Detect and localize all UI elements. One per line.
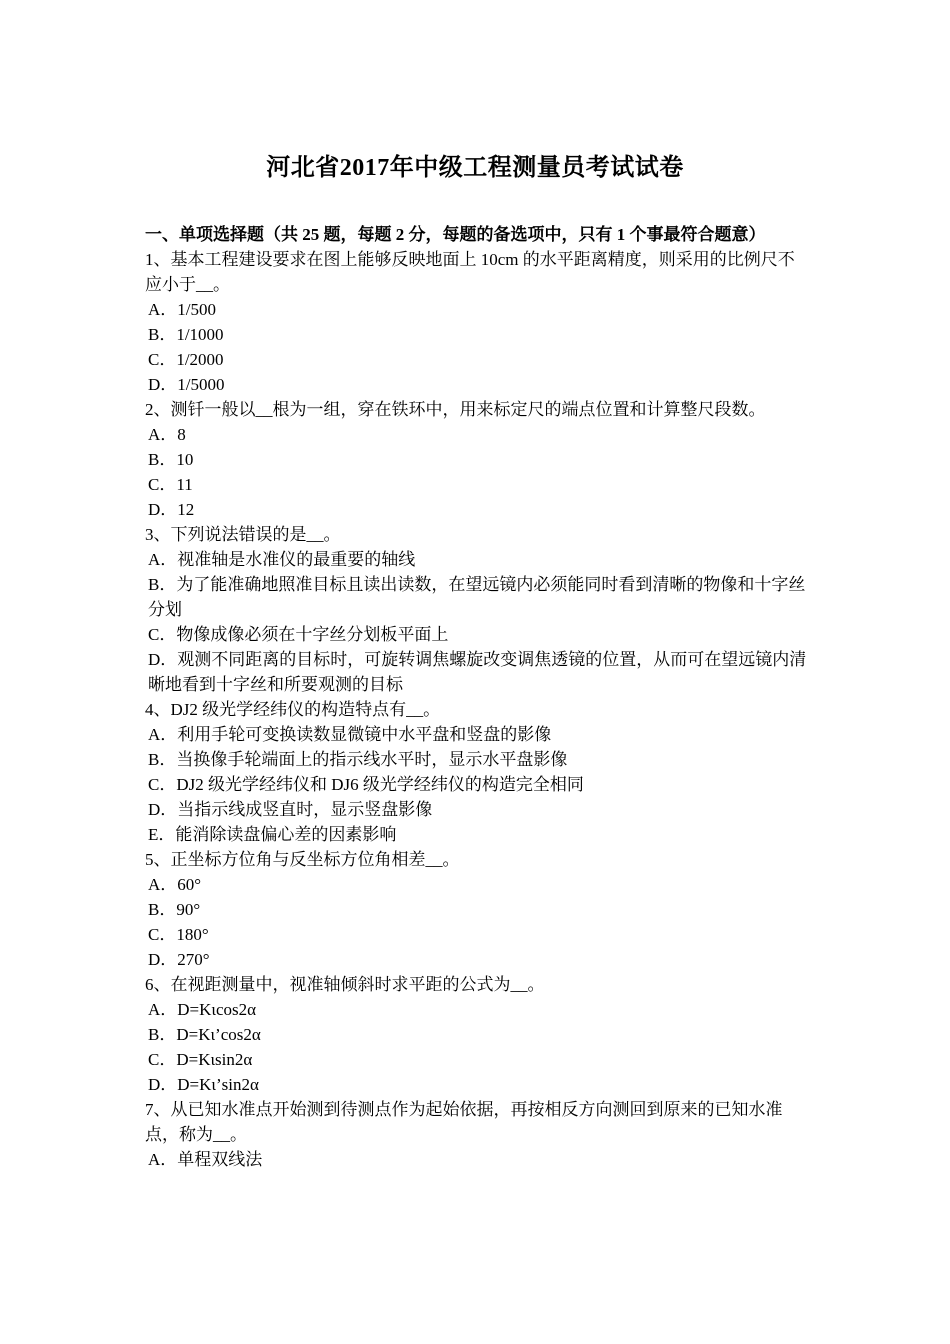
option-c: C．DJ2 级光学经纬仪和 DJ6 级光学经纬仪的构造完全相同 [148,775,584,794]
question-block [145,972,807,1097]
option-d: D．D=Kι’sin2α [148,1075,259,1094]
option-a: A．利用手轮可变换读数显微镜中水平盘和竖盘的影像 [148,725,552,744]
option-b: B．为了能准确地照准目标且读出读数，在望远镜内必须能同时看到清晰的物像和十字丝分划 [148,575,806,619]
option-c: C．180° [148,925,209,944]
section-heading: 一、单项选择题（共 25 题，每题 2 分，每题的备选项中，只有 1 个事最符合题意） [145,225,766,244]
option-b: B．当换像手轮端面上的指示线水平时，显示水平盘影像 [148,750,568,769]
question-block [145,847,807,972]
option-d: D．12 [148,500,195,519]
question-block [145,247,807,397]
document-body [145,222,807,1172]
option-d: D．观测不同距离的目标时，可旋转调焦螺旋改变调焦透镜的位置，从而可在望远镜内清晰地看到十字丝和所要观测的目标 [148,650,807,694]
option-c: C．D=Kιsin2α [148,1050,253,1069]
option-d: D．270° [148,950,210,969]
option-a: A．单程双线法 [148,1150,263,1169]
question-stem: 5、正坐标方位角与反坐标方位角相差__。 [145,850,460,869]
option-a: A．1/500 [148,300,216,319]
option-b: B．10 [148,450,194,469]
option-a: A．8 [148,425,186,444]
question-stem: 1、基本工程建设要求在图上能够反映地面上 10cm 的水平距离精度，则采用的比例尺不应小于__。 [145,250,795,294]
option-c: C．1/2000 [148,350,224,369]
question-block [145,397,807,522]
option-b: B．90° [148,900,201,919]
question-stem: 2、测钎一般以__根为一组，穿在铁环中，用来标定尺的端点位置和计算整尺段数。 [145,400,766,419]
option-d: D．1/5000 [148,375,225,394]
question-block [145,522,807,697]
question-stem: 7、从已知水准点开始测到待测点作为起始依据，再按相反方向测回到原来的已知水准点，称为__。 [145,1100,783,1144]
question-stem: 4、DJ2 级光学经纬仪的构造特点有__。 [145,700,441,719]
option-c: C．11 [148,475,193,494]
option-c: C．物像成像必须在十字丝分划板平面上 [148,625,449,644]
question-block [145,1097,807,1172]
question-stem: 6、在视距测量中，视准轴倾斜时求平距的公式为__。 [145,975,545,994]
option-b: B．1/1000 [148,325,224,344]
option-d: D．当指示线成竖直时，显示竖盘影像 [148,800,433,819]
option-a: A．60° [148,875,202,894]
option-b: B．D=Kι’cos2α [148,1025,261,1044]
option-e: E．能消除读盘偏心差的因素影响 [148,825,397,844]
question-stem: 3、下列说法错误的是__。 [145,525,341,544]
option-a: A．D=Kιcos2α [148,1000,257,1019]
document-title: 河北省2017年中级工程测量员考试试卷 [266,155,684,181]
option-a: A．视准轴是水准仪的最重要的轴线 [148,550,416,569]
question-block [145,697,807,847]
